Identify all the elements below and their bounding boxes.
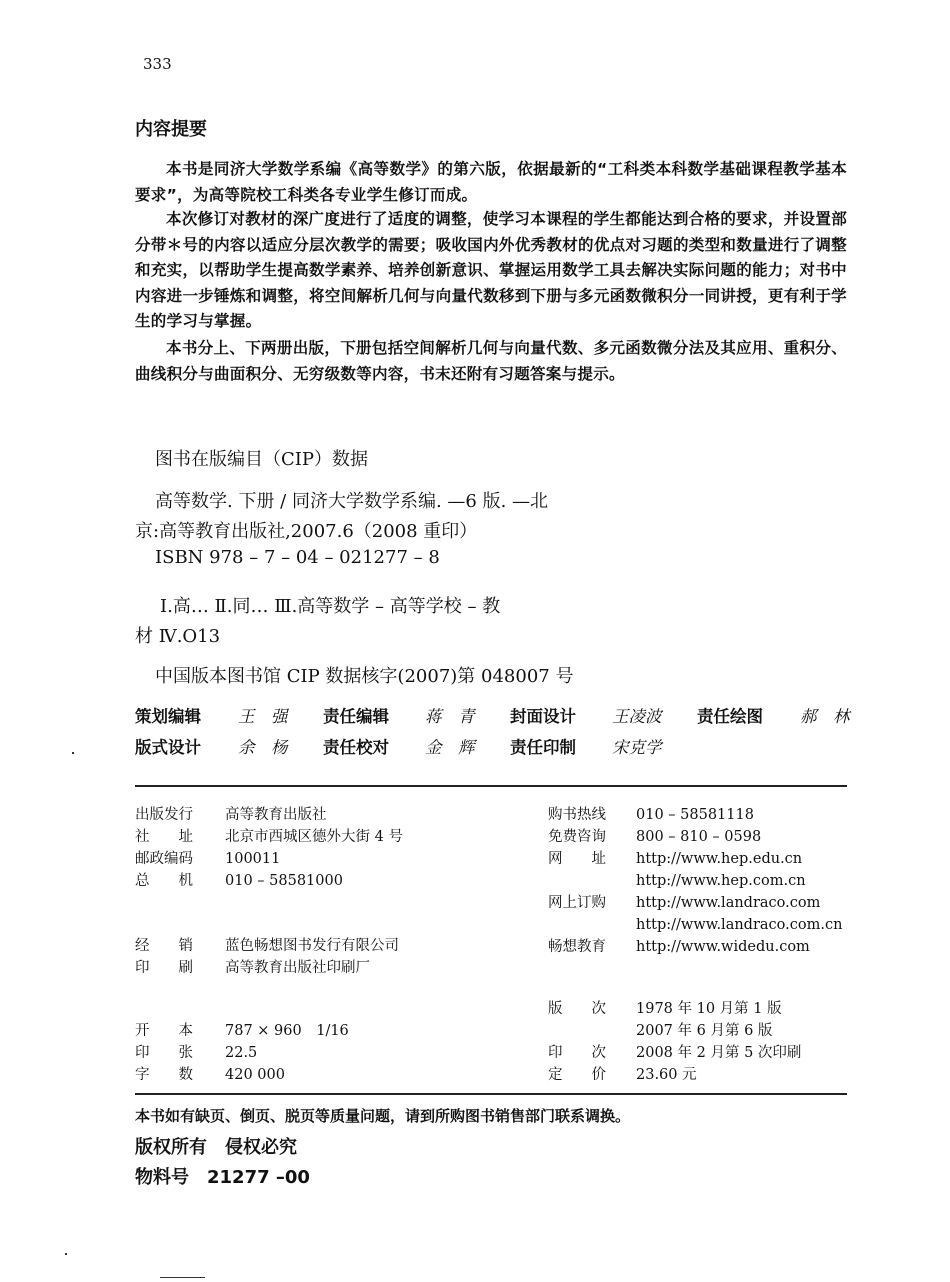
info-label: 版 次 <box>548 1001 606 1017</box>
page-number: 333 <box>143 55 172 73</box>
cip-classification-1: Ⅰ.高… Ⅱ.同… Ⅲ.高等数学 – 高等学校 – 教 <box>160 596 501 617</box>
info-label: 印 次 <box>548 1045 606 1061</box>
info-value: 010 – 58581118 <box>636 807 754 823</box>
info-label: 印 刷 <box>135 960 193 976</box>
info-label: 网上订购 <box>548 895 606 911</box>
info-value: 23.60 元 <box>636 1067 697 1083</box>
credit-role: 版式设计 <box>135 738 201 757</box>
credit-name: 王凌波 <box>612 707 662 726</box>
copyright-notice: 版权所有 侵权必究 <box>135 1137 297 1158</box>
info-value: 高等教育出版社 <box>225 807 327 823</box>
info-value: 010 – 58581000 <box>225 873 343 889</box>
info-value: 787 × 960 1/16 <box>225 1023 349 1039</box>
info-value: 420 000 <box>225 1067 285 1083</box>
info-label: 畅想教育 <box>548 939 606 955</box>
info-label: 社 址 <box>135 829 193 845</box>
scan-speck <box>65 1253 67 1255</box>
website-link[interactable]: http://www.widedu.com <box>636 939 810 955</box>
scan-speck <box>72 752 74 754</box>
info-label: 印 张 <box>135 1045 193 1061</box>
cip-title: 图书在版编目（CIP）数据 <box>155 449 368 470</box>
summary-heading: 内容提要 <box>135 119 207 140</box>
info-value: 22.5 <box>225 1045 258 1061</box>
bottom-divider <box>135 1093 847 1095</box>
credit-role: 责任校对 <box>323 738 389 757</box>
summary-paragraph-1: 本书是同济大学数学系编《高等数学》的第六版，依据最新的“工科类本科数学基础课程教学基本要求”，为高等院校工科类各专业学生修订而成。 <box>135 160 847 204</box>
info-label: 邮政编码 <box>135 851 193 867</box>
info-value: 2007 年 6 月第 6 版 <box>636 1023 773 1039</box>
quality-notice: 本书如有缺页、倒页、脱页等质量问题，请到所购图书销售部门联系调换。 <box>135 1107 631 1125</box>
credit-role: 策划编辑 <box>135 707 201 726</box>
summary-paragraph-2: 本次修订对教材的深广度进行了适度的调整，使学习本课程的学生都能达到合格的要求，并设置部分带＊号的内容以适应分层次教学的需要；吸收国内外优秀教材的优点对习题的类型和数量进行了调整和充实，以帮助学生提高数学素养、培养创新意识、掌握运用数学工具去解决实际问题的能力；对书中内容进一步锤炼和调整，将空间解析几何与向量代数移到下册与多元函数微积分一同讲授，更有利于学生的学习与掌握。 <box>135 210 847 330</box>
cip-line-2: 京:高等教育出版社,2007.6（2008 重印） <box>135 521 478 542</box>
info-label: 定 价 <box>548 1067 606 1083</box>
summary-paragraph-3: 本书分上、下两册出版，下册包括空间解析几何与向量代数、多元函数微分法及其应用、重积分、曲线积分与曲面积分、无穷级数等内容，书末还附有习题答案与提示。 <box>135 339 847 383</box>
top-divider <box>135 785 847 787</box>
credit-role: 责任绘图 <box>697 707 763 726</box>
credit-name: 金 辉 <box>425 738 475 757</box>
info-value: 北京市西城区德外大街 4 号 <box>225 829 403 845</box>
info-label: 免费咨询 <box>548 829 606 845</box>
info-label: 网 址 <box>548 851 606 867</box>
info-label: 开 本 <box>135 1023 193 1039</box>
credit-role: 责任编辑 <box>323 707 389 726</box>
credit-name: 余 杨 <box>238 738 288 757</box>
website-link[interactable]: http://www.landraco.com.cn <box>636 917 843 933</box>
credit-name: 王 强 <box>238 707 288 726</box>
credit-name: 郝 林 <box>800 707 850 726</box>
info-label: 总 机 <box>135 873 193 889</box>
info-label: 字 数 <box>135 1067 193 1083</box>
info-value: 1978 年 10 月第 1 版 <box>636 1001 782 1017</box>
website-link[interactable]: http://www.landraco.com <box>636 895 821 911</box>
cip-classification-2: 材 Ⅳ.O13 <box>135 626 221 647</box>
cip-isbn: ISBN 978 – 7 – 04 – 021277 – 8 <box>155 547 440 568</box>
info-value: 高等教育出版社印刷厂 <box>225 960 370 976</box>
info-value: 100011 <box>225 851 281 867</box>
info-label: 出版发行 <box>135 807 193 823</box>
website-link[interactable]: http://www.hep.com.cn <box>636 873 806 889</box>
cip-line-1: 高等数学. 下册 / 同济大学数学系编. —6 版. —北 <box>155 491 549 512</box>
info-value: 2008 年 2 月第 5 次印刷 <box>636 1045 802 1061</box>
cip-verification: 中国版本图书馆 CIP 数据核字(2007)第 048007 号 <box>155 666 574 687</box>
info-value: 800 – 810 – 0598 <box>636 829 762 845</box>
info-label: 购书热线 <box>548 807 606 823</box>
info-value: 蓝色畅想图书发行有限公司 <box>225 938 399 954</box>
website-link[interactable]: http://www.hep.edu.cn <box>636 851 803 867</box>
info-label: 经 销 <box>135 938 193 954</box>
scan-line <box>160 1277 205 1278</box>
material-number: 物料号 21277 –00 <box>135 1167 310 1188</box>
credit-role: 责任印制 <box>510 738 576 757</box>
credit-name: 宋克学 <box>612 738 662 757</box>
credit-role: 封面设计 <box>510 707 576 726</box>
credit-name: 蒋 青 <box>425 707 475 726</box>
